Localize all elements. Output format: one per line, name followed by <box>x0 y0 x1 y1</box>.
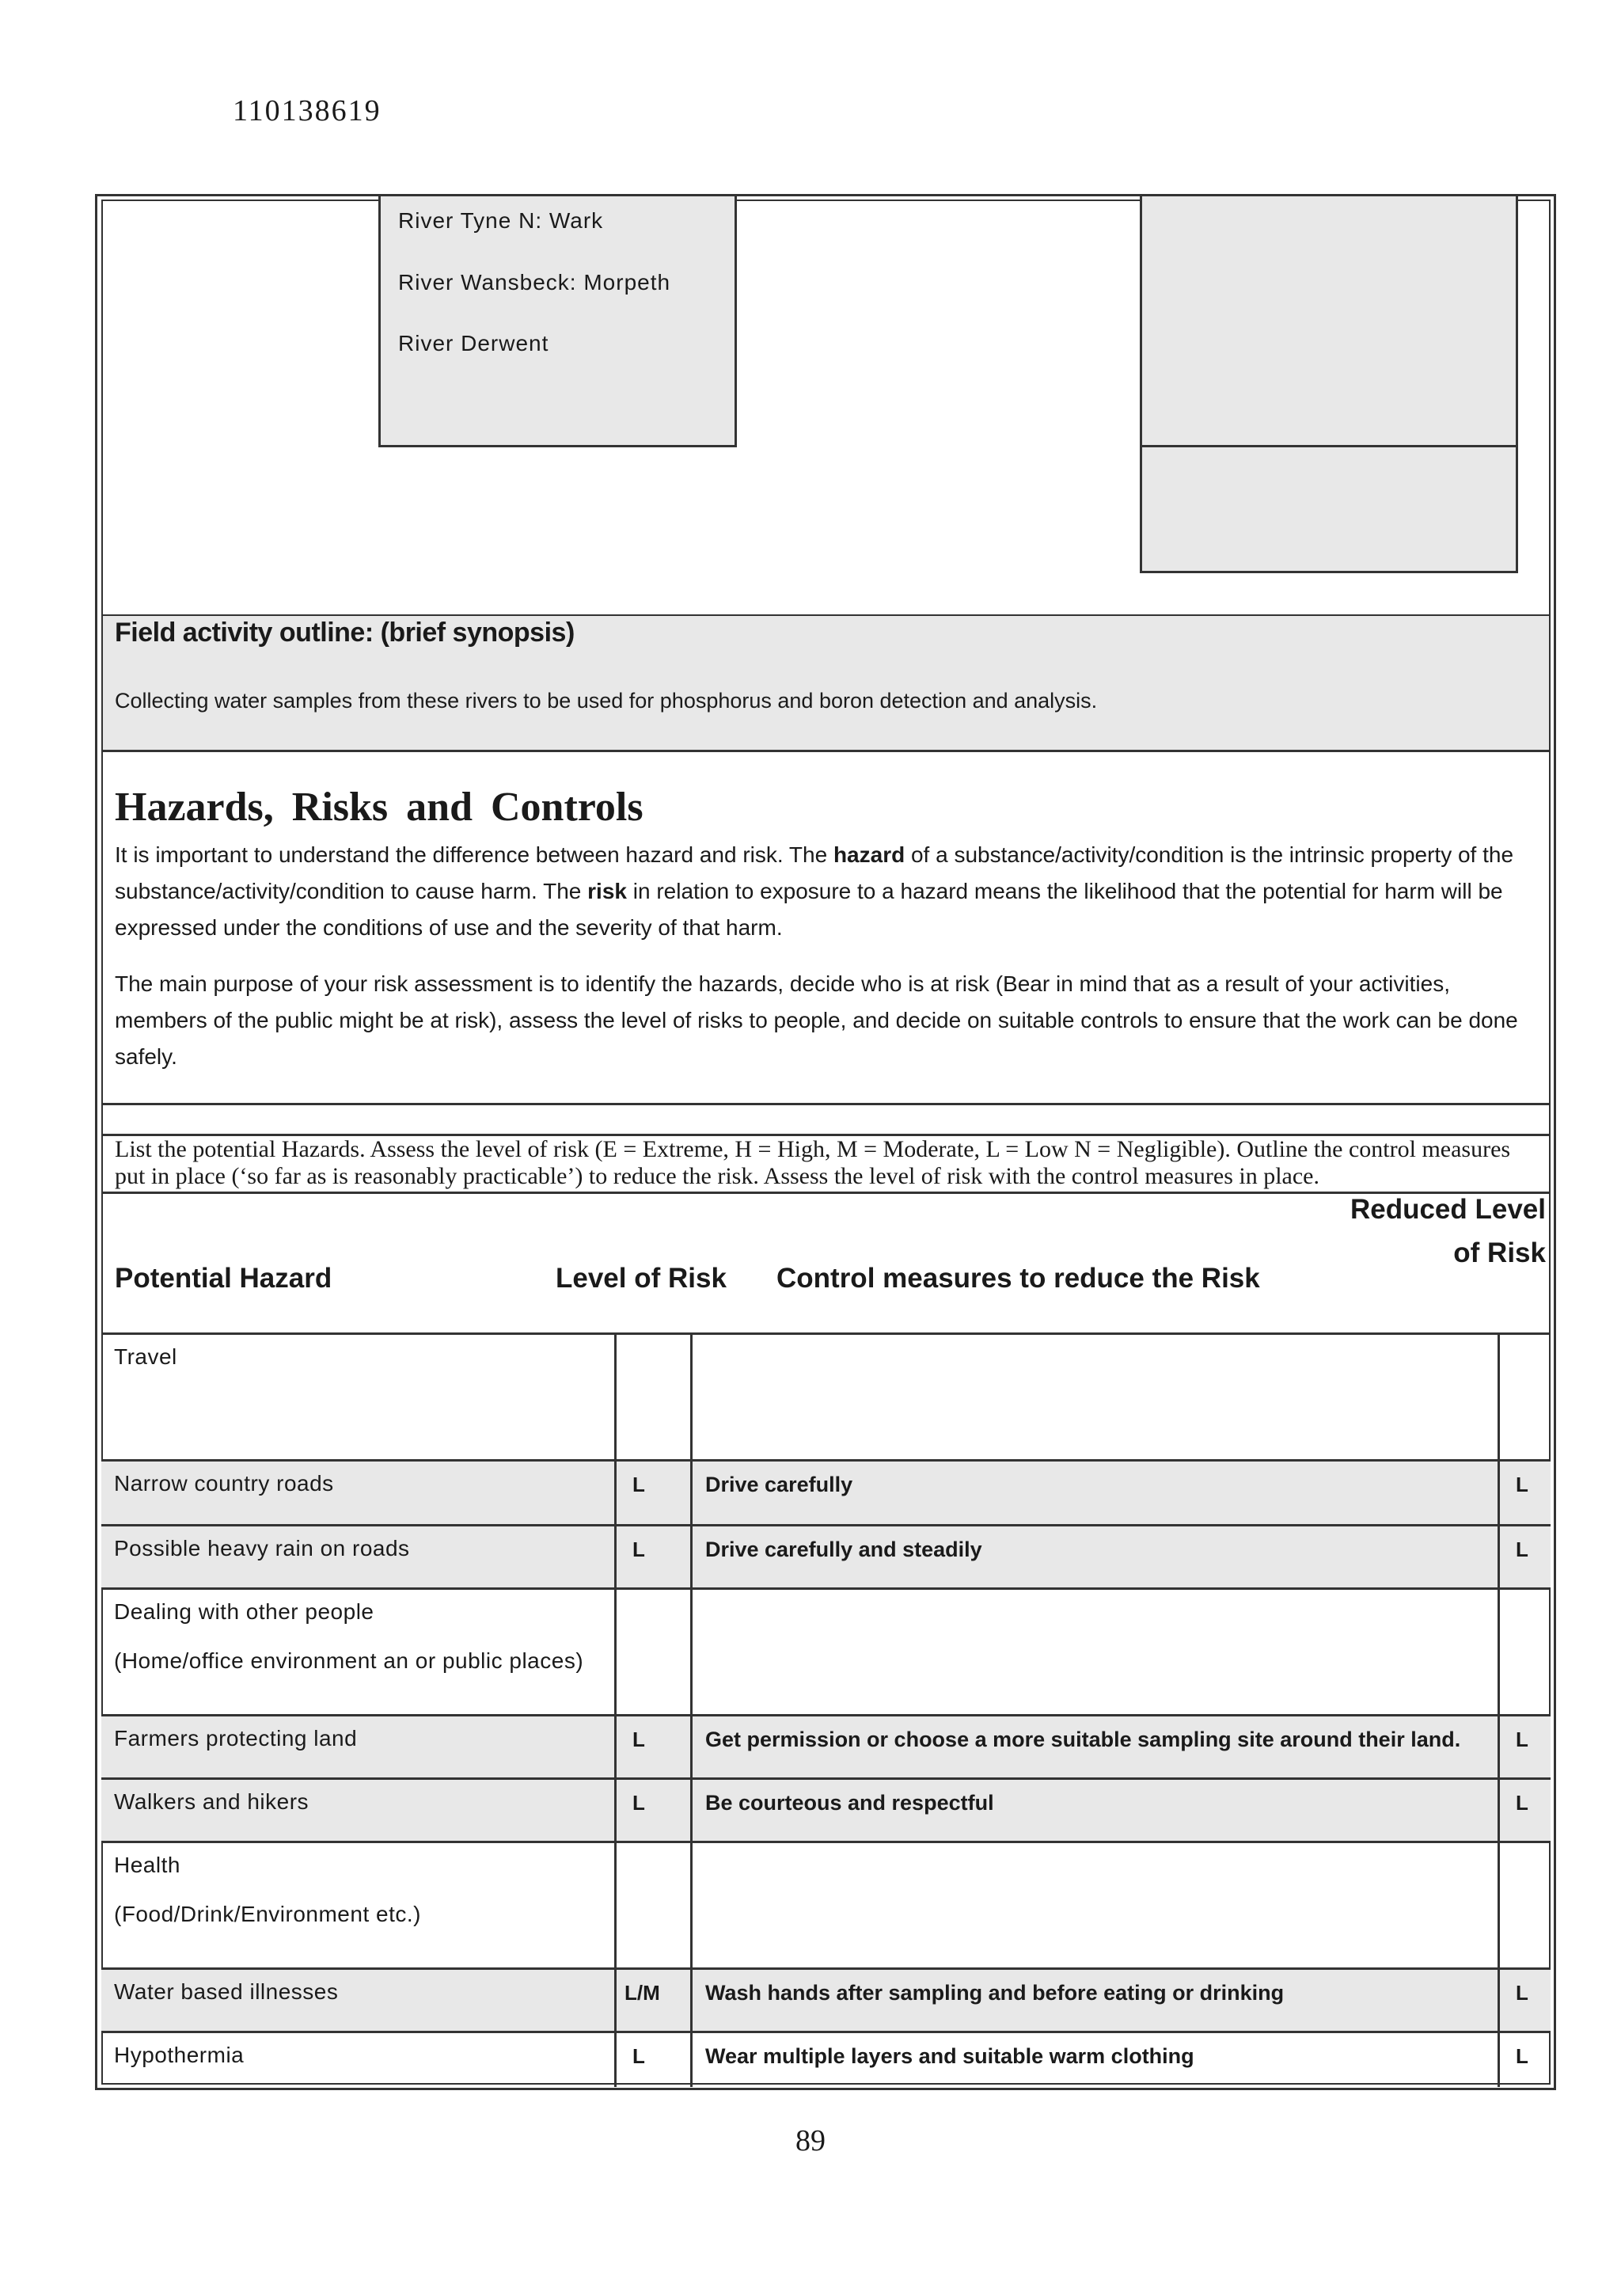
river-item: River Derwent <box>398 331 549 355</box>
outline-title: Field activity outline: (brief synopsis) <box>115 618 575 648</box>
divider <box>101 1103 1551 1105</box>
control-cell: Wear multiple layers and suitable warm clothing <box>690 2033 1498 2087</box>
hazard-cell: Farmers protecting land <box>114 1726 358 1751</box>
divider <box>101 1192 1551 1194</box>
table-row <box>101 2031 1551 2087</box>
reduced-level-cell: L <box>1498 1462 1551 1526</box>
reduced-level-cell <box>1498 1843 1551 1970</box>
intro-paragraph-2: The main purpose of your risk assessment is to identify the hazards, decide who is at risk (Bear in mind that as a result of your activities, members of the public might be at risk), assess the level of risks to people, and decide on suitable controls to ensure that the work can be done safely. <box>115 971 1518 1069</box>
table-row <box>101 1459 1551 1526</box>
reduced-level-cell: L <box>1498 1780 1551 1843</box>
level-cell: L/M <box>614 1970 690 2033</box>
control-cell <box>690 1590 1498 1716</box>
level-cell: L <box>614 1780 690 1843</box>
control-cell: Get permission or choose a more suitable sampling site around their land. <box>690 1716 1498 1780</box>
control-cell <box>690 1843 1498 1970</box>
intro-paragraph-1: It is important to understand the difference between hazard and risk. The hazard of a substance/activity/condition is the intrinsic property of the substance/activity/condition to cause harm. The risk in relation to exposure to a hazard means the likelihood that the potential for harm will be expressed under the conditions of use and the severity of that harm. <box>115 842 1514 940</box>
reduced-level-cell: L <box>1498 1716 1551 1780</box>
hazard-cell: Dealing with other people (Home/office environment an or public places) <box>101 1590 614 1716</box>
list-instructions: List the potential Hazards. Assess the level of risk (E = Extreme, H = High, M = Moderate, L = Low N = Negligible). Outline the control measures put in place (‘so far as is reasonably practicable’) to reduce the risk. Assess the level of risk with the control measures in place. <box>115 1136 1511 1189</box>
blank-box-upper <box>1140 194 1518 447</box>
level-cell: L <box>614 1526 690 1590</box>
table-row <box>101 1524 1551 1590</box>
table-row <box>101 1714 1551 1780</box>
divider <box>101 750 1551 752</box>
rivers-box <box>378 194 737 447</box>
reduced-level-cell <box>1498 1590 1551 1716</box>
hazard-subtext: (Home/office environment an or public places) <box>114 1648 584 1673</box>
header-level-of-risk: Level of Risk <box>556 1263 727 1294</box>
level-cell <box>614 1590 690 1716</box>
control-cell: Drive carefully <box>690 1462 1498 1526</box>
table-row <box>101 1967 1551 2033</box>
reduced-level-cell: L <box>1498 1970 1551 2033</box>
control-cell: Drive carefully and steadily <box>690 1526 1498 1590</box>
hazard-cell: Water based illnesses <box>114 1979 339 2004</box>
hazard-cell: Walkers and hikers <box>114 1789 309 1814</box>
header-potential-hazard: Potential Hazard <box>115 1263 332 1294</box>
hazard-cell: Hypothermia <box>114 2043 245 2067</box>
blank-box-lower <box>1140 445 1518 573</box>
hazard-subtext: (Food/Drink/Environment etc.) <box>114 1902 421 1926</box>
header-control-measures: Control measures to reduce the Risk <box>776 1263 1260 1294</box>
reduced-level-cell <box>1498 1335 1551 1462</box>
outline-text: Collecting water samples from these rivers to be used for phosphorus and boron detection and analysis. <box>115 689 1098 713</box>
river-item: River Wansbeck: Morpeth <box>398 270 671 295</box>
level-cell <box>614 1335 690 1462</box>
hazard-cell: Possible heavy rain on roads <box>114 1536 410 1560</box>
table-row <box>101 1777 1551 1843</box>
header-reduced-level-2: of Risk <box>1453 1237 1546 1268</box>
control-cell: Wash hands after sampling and before eating or drinking <box>690 1970 1498 2033</box>
level-cell <box>614 1843 690 1970</box>
reduced-level-cell: L <box>1498 1526 1551 1590</box>
document-id: 110138619 <box>233 94 382 127</box>
level-cell: L <box>614 1716 690 1780</box>
river-item: River Tyne N: Wark <box>398 208 604 233</box>
control-cell: Be courteous and respectful <box>690 1780 1498 1843</box>
hazard-cell: Health (Food/Drink/Environment etc.) <box>101 1843 614 1970</box>
page-number: 89 <box>795 2124 826 2157</box>
hazard-cell: Travel <box>114 1344 177 1369</box>
reduced-level-cell: L <box>1498 2033 1551 2087</box>
level-cell: L <box>614 2033 690 2087</box>
header-reduced-level: Reduced Level <box>1350 1194 1546 1225</box>
control-cell <box>690 1335 1498 1462</box>
table-row <box>101 1332 1551 1462</box>
table-row <box>101 1841 1551 1970</box>
table-row <box>101 1587 1551 1716</box>
level-cell: L <box>614 1462 690 1526</box>
section-title: Hazards, Risks and Controls <box>115 785 643 830</box>
hazard-cell: Narrow country roads <box>114 1471 334 1496</box>
